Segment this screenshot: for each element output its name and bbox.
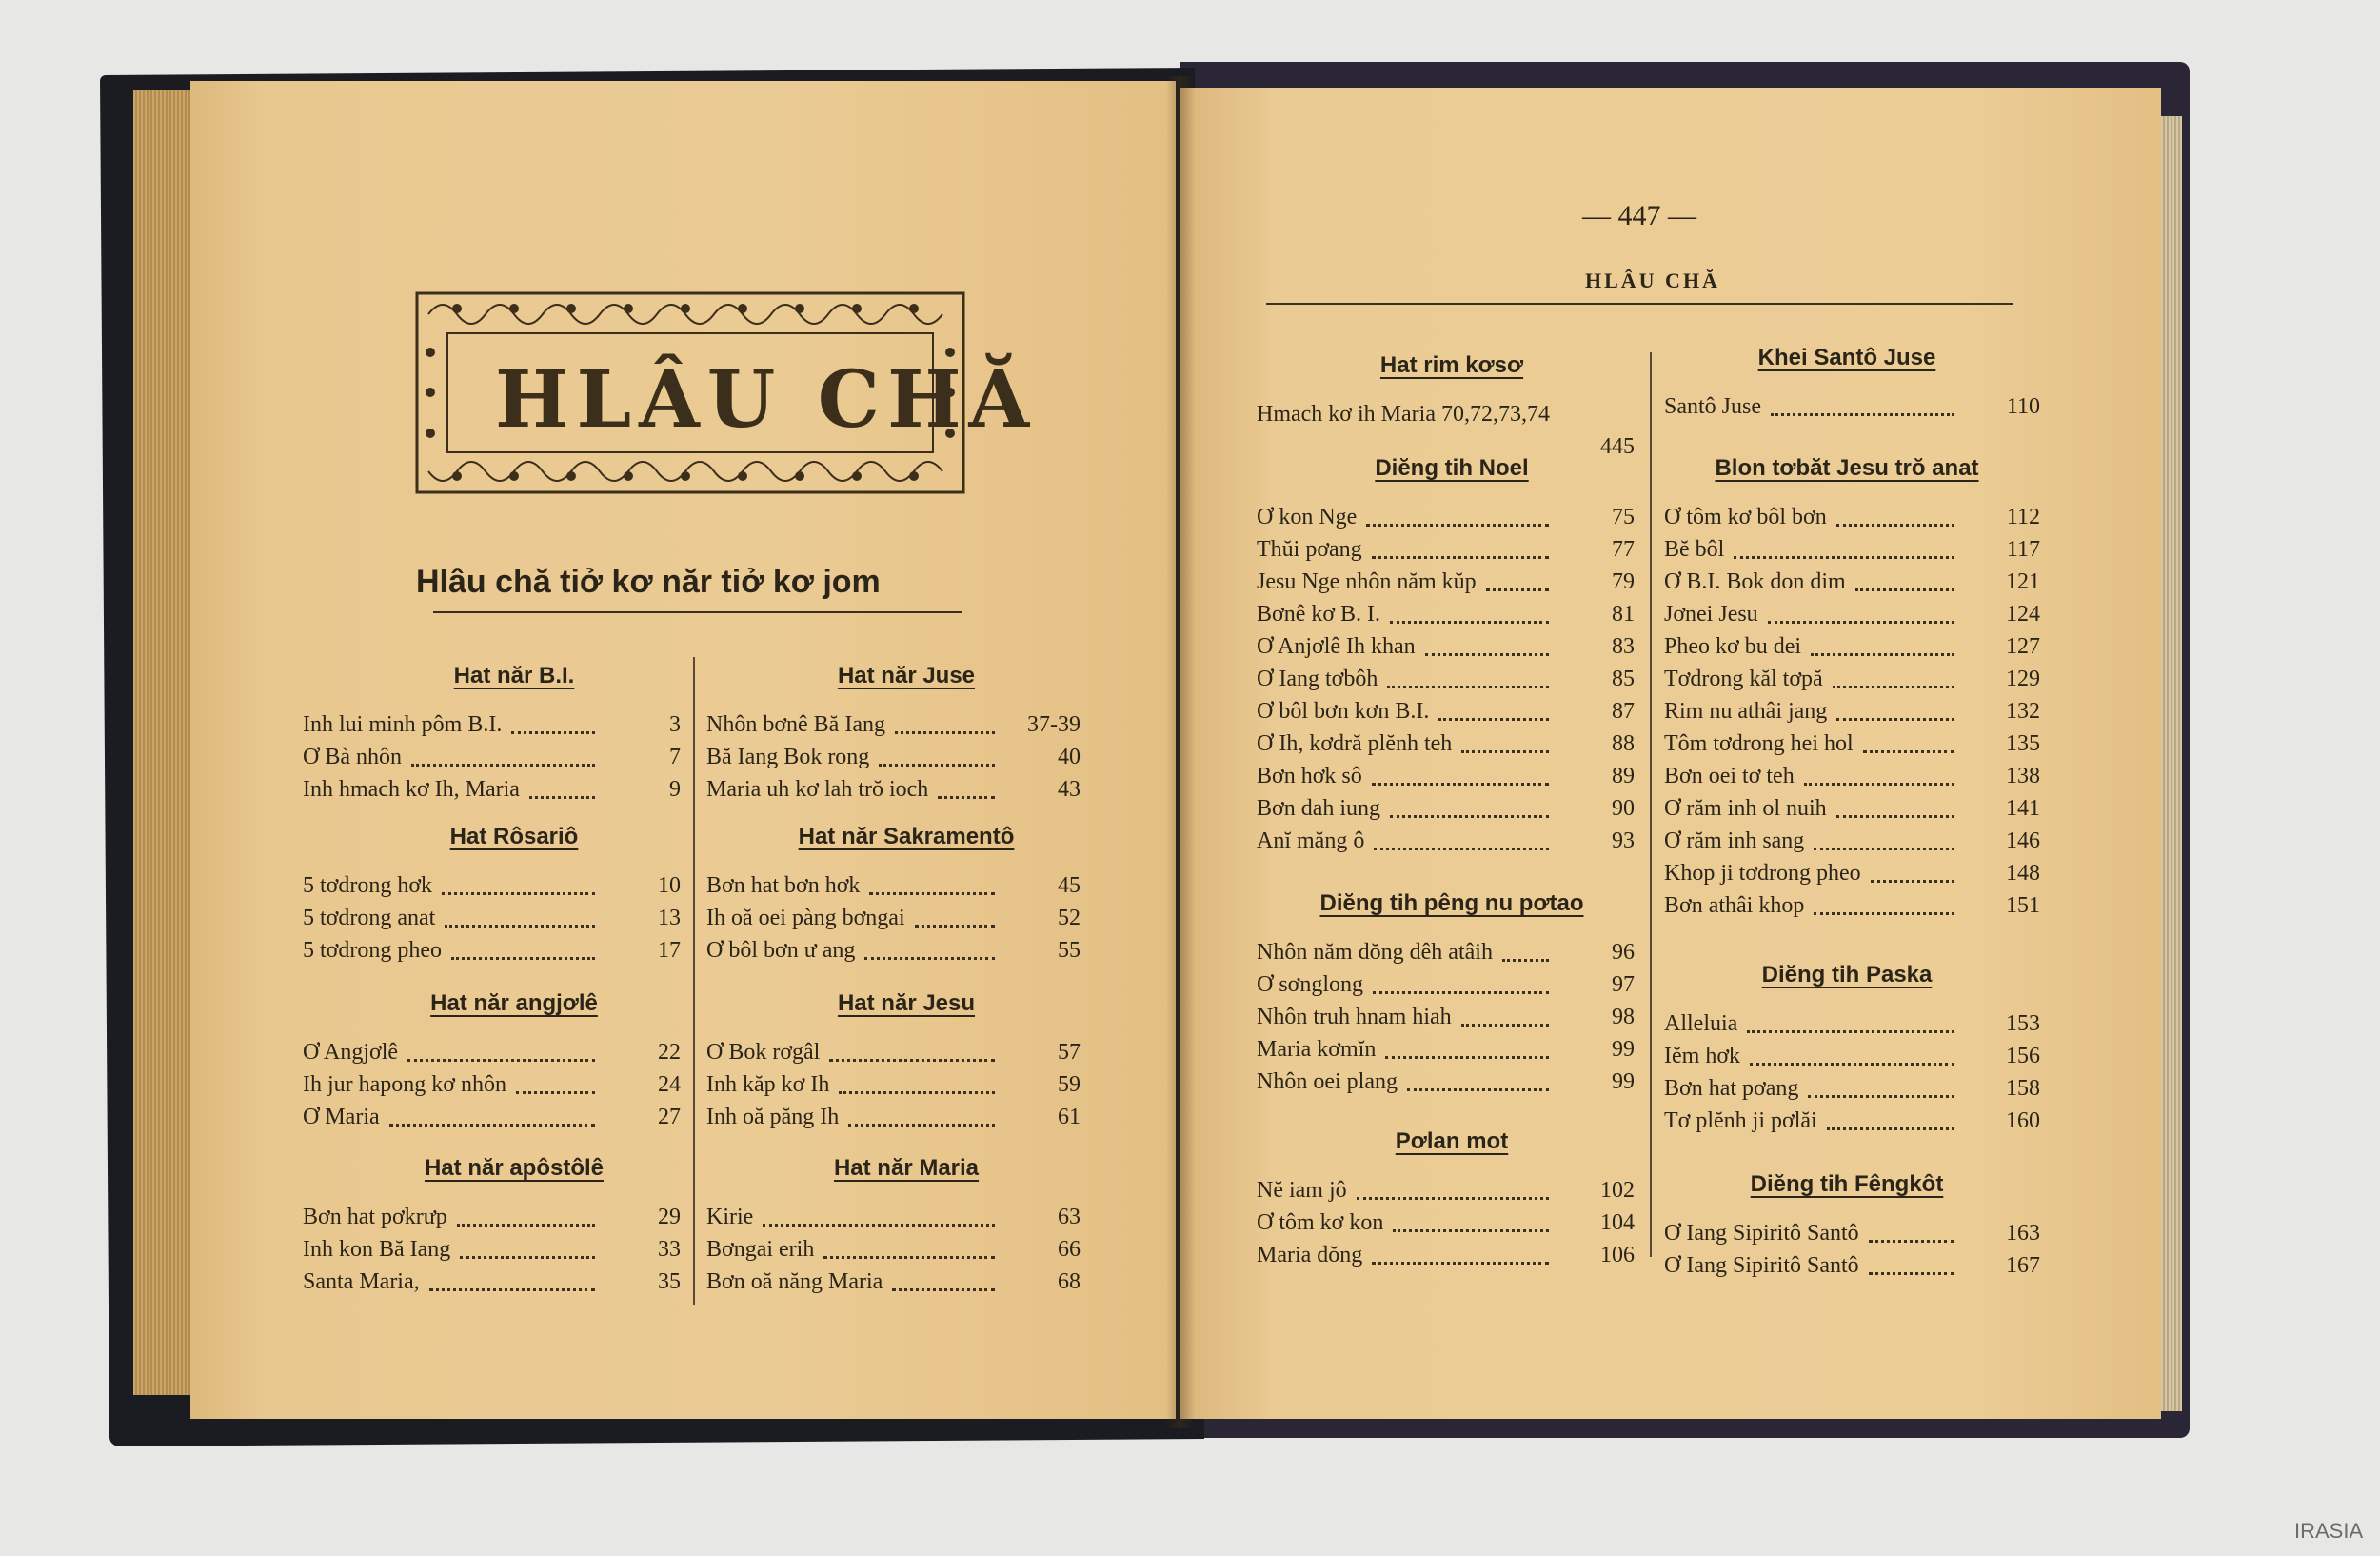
entry-title: Ơ Iang Sipiritô Santô bbox=[1664, 1253, 1859, 1278]
section-heading: Diĕng tih Noel bbox=[1375, 455, 1529, 481]
entry-page-number: 24 bbox=[658, 1072, 681, 1097]
entry-title: Inh kon Bă Iang bbox=[303, 1237, 451, 1262]
dot-leader bbox=[1438, 718, 1549, 721]
dot-leader bbox=[1814, 848, 1954, 850]
dot-leader bbox=[411, 764, 595, 767]
entry-title: Ơ tôm kơ kon bbox=[1257, 1210, 1384, 1235]
entry-title: Santa Maria, bbox=[303, 1269, 420, 1294]
dot-leader bbox=[829, 1059, 995, 1062]
dot-leader bbox=[1827, 1127, 1954, 1130]
dot-leader bbox=[1808, 1095, 1954, 1098]
entry-title: Hmach kơ ih Maria 70,72,73,74 bbox=[1257, 402, 1550, 427]
entry-title: Bơnê kơ B. I. bbox=[1257, 602, 1381, 627]
entry-title: Bơn hat bơn hơk bbox=[706, 873, 861, 898]
entry-page-number: 83 bbox=[1612, 634, 1635, 659]
entry-title: Santô Juse bbox=[1664, 394, 1761, 419]
dot-leader bbox=[1804, 783, 1954, 786]
dot-leader bbox=[864, 957, 995, 960]
entry-page-number: 148 bbox=[2006, 861, 2040, 886]
entry-title: Tôm tơdrong hei hol bbox=[1664, 731, 1854, 756]
entry-title: Ơ tôm kơ bôl bơn bbox=[1664, 505, 1827, 529]
section-heading: Blon tơbăt Jesu trŏ anat bbox=[1715, 455, 1979, 481]
entry-page-number: 117 bbox=[2006, 537, 2040, 562]
entry-title: Ih oă oei pàng bơngai bbox=[706, 906, 905, 930]
entry-page-number: 160 bbox=[2006, 1108, 2040, 1133]
dot-leader bbox=[1869, 1272, 1954, 1275]
entry-page-number: 87 bbox=[1612, 699, 1635, 724]
entry-title: Tơ plĕnh ji pơlăi bbox=[1664, 1108, 1817, 1133]
entry-title: Ơ Bà nhôn bbox=[303, 745, 402, 769]
entry-title: Bơn oă năng Maria bbox=[706, 1269, 883, 1294]
dot-leader bbox=[1811, 653, 1954, 656]
dot-leader bbox=[1771, 413, 1954, 416]
page-number: — 447 — bbox=[1582, 200, 1696, 231]
entry-title: Rim nu athâi jang bbox=[1664, 699, 1828, 724]
section-heading: Diĕng tih pêng nu pơtao bbox=[1319, 890, 1584, 916]
entry-title: Ơ sơnglong bbox=[1257, 972, 1364, 997]
entry-title: Maria uh kơ lah trŏ ioch bbox=[706, 777, 929, 802]
dot-leader bbox=[839, 1091, 995, 1094]
entry-page-number: 132 bbox=[2006, 699, 2040, 724]
entry-title: Ơ bôl bơn ư ang bbox=[706, 938, 856, 963]
section-heading: Hat năr apôstôlê bbox=[424, 1155, 605, 1181]
entry-title: Bơn hơk sô bbox=[1257, 764, 1362, 788]
entry-title: Ơ B.I. Bok don dim bbox=[1664, 569, 1846, 594]
entry-page-number: 77 bbox=[1612, 537, 1635, 562]
entry-page-number: 98 bbox=[1612, 1005, 1635, 1029]
entry-title: Tơdrong kăl tơpă bbox=[1664, 667, 1823, 691]
section-heading: Pơlan mot bbox=[1395, 1128, 1509, 1154]
section-heading: Hat năr Jesu bbox=[837, 990, 976, 1016]
entry-page-number: 93 bbox=[1612, 828, 1635, 853]
entry-page-number: 146 bbox=[2006, 828, 2040, 853]
dot-leader bbox=[869, 892, 995, 895]
entry-page-number: 106 bbox=[1600, 1243, 1635, 1267]
entry-page-number: 127 bbox=[2006, 634, 2040, 659]
entry-title: Ơ răm inh ol nuih bbox=[1664, 796, 1827, 821]
section-heading: Hat rim kơsơ bbox=[1379, 352, 1524, 378]
entry-title: Ơ Bok rơgâl bbox=[706, 1040, 821, 1065]
entry-title: Ơ Anjơlê Ih khan bbox=[1257, 634, 1416, 659]
entry-title: Bơn oei tơ teh bbox=[1664, 764, 1795, 788]
entry-title: Ơ răm inh sang bbox=[1664, 828, 1805, 853]
entry-page-number: 35 bbox=[658, 1269, 681, 1294]
dot-leader bbox=[529, 796, 595, 799]
section-heading: Hat năr Juse bbox=[837, 663, 976, 688]
section-heading: Hat Rôsariô bbox=[449, 824, 579, 849]
entry-title: Alleluia bbox=[1664, 1011, 1738, 1036]
entry-title: Nhôn bơnê Bă Iang bbox=[706, 712, 885, 737]
entry-title: Thŭi pơang bbox=[1257, 537, 1362, 562]
dot-leader bbox=[1836, 815, 1954, 818]
dot-leader bbox=[460, 1256, 595, 1259]
entry-page-number: 29 bbox=[658, 1205, 681, 1229]
entry-title: Bĕ bôl bbox=[1664, 537, 1725, 562]
book-gutter bbox=[1166, 76, 1195, 1428]
dot-leader bbox=[1734, 556, 1954, 559]
entry-page-number: 112 bbox=[2006, 505, 2040, 529]
running-head: HLÂU CHĂ bbox=[1585, 269, 1720, 292]
entry-title: Bơn hat pơang bbox=[1664, 1076, 1799, 1101]
entry-page-number: 57 bbox=[1058, 1040, 1081, 1065]
entry-title: Ơ kon Nge bbox=[1257, 505, 1358, 529]
dot-leader bbox=[445, 925, 595, 928]
entry-page-number: 129 bbox=[2006, 667, 2040, 691]
dot-leader bbox=[763, 1224, 995, 1227]
entry-title: Inh hmach kơ Ih, Maria bbox=[303, 777, 520, 802]
dot-leader bbox=[1372, 556, 1549, 559]
entry-page-number: 40 bbox=[1058, 745, 1081, 769]
section-heading: Diĕng tih Fêngkôt bbox=[1750, 1171, 1944, 1197]
page-subtitle: Hlâu chă tiở kơ năr tiở kơ jom bbox=[416, 564, 881, 600]
entry-title: Nĕ iam jô bbox=[1257, 1178, 1347, 1203]
entry-title: Jơnei Jesu bbox=[1664, 602, 1758, 627]
entry-page-number: 96 bbox=[1612, 940, 1635, 965]
entry-title: Inh kăp kơ Ih bbox=[706, 1072, 830, 1097]
dot-leader bbox=[1366, 524, 1549, 527]
entry-title: Ơ Ih, kơdră plĕnh teh bbox=[1257, 731, 1453, 756]
entry-title: Bă Iang Bok rong bbox=[706, 745, 870, 769]
entry-page-number: 102 bbox=[1600, 1178, 1635, 1203]
dot-leader bbox=[1390, 815, 1549, 818]
dot-leader bbox=[1869, 1240, 1954, 1243]
dot-leader bbox=[1833, 686, 1954, 688]
entry-title: Bơngai erih bbox=[706, 1237, 815, 1262]
entry-page-number: 138 bbox=[2006, 764, 2040, 788]
dot-leader bbox=[1390, 621, 1549, 624]
entry-page-number: 121 bbox=[2006, 569, 2040, 594]
dot-leader bbox=[848, 1124, 995, 1127]
entry-page-number: 27 bbox=[658, 1105, 681, 1129]
dot-leader bbox=[1373, 991, 1549, 994]
dot-leader bbox=[1393, 1229, 1549, 1232]
entry-page-number: 55 bbox=[1058, 938, 1081, 963]
section-heading: Diĕng tih Paska bbox=[1761, 962, 1933, 987]
dot-leader bbox=[457, 1224, 595, 1227]
dot-leader bbox=[516, 1091, 595, 1094]
entry-page-number: 445 bbox=[1600, 434, 1635, 459]
section-heading: Hat năr angjơlê bbox=[430, 990, 598, 1016]
dot-leader bbox=[1836, 718, 1954, 721]
entry-page-number: 167 bbox=[2006, 1253, 2040, 1278]
entry-title: Ơ Angjơlê bbox=[303, 1040, 399, 1065]
section-heading: Hat năr Maria bbox=[833, 1155, 980, 1181]
dot-leader bbox=[451, 957, 595, 960]
dot-leader bbox=[879, 764, 995, 767]
entry-title: Pheo kơ bu dei bbox=[1664, 634, 1802, 659]
entry-page-number: 9 bbox=[669, 777, 681, 802]
dot-leader bbox=[1372, 1262, 1549, 1265]
dot-leader bbox=[1855, 588, 1954, 591]
entry-page-number: 163 bbox=[2006, 1221, 2040, 1246]
dot-leader bbox=[1836, 524, 1954, 527]
entry-page-number: 135 bbox=[2006, 731, 2040, 756]
dot-leader bbox=[1814, 912, 1954, 915]
right-column-divider bbox=[1650, 352, 1652, 1257]
dot-leader bbox=[1425, 653, 1549, 656]
entry-title: Khop ji tơdrong pheo bbox=[1664, 861, 1861, 886]
entry-page-number: 99 bbox=[1612, 1037, 1635, 1062]
entry-title: 5 tơdrong hơk bbox=[303, 873, 433, 898]
section-heading: Khei Santô Juse bbox=[1757, 345, 1936, 370]
entry-title: 5 tơdrong anat bbox=[303, 906, 436, 930]
dot-leader bbox=[1502, 959, 1549, 962]
dot-leader bbox=[915, 925, 995, 928]
dot-leader bbox=[1407, 1088, 1549, 1091]
dot-leader bbox=[429, 1288, 595, 1291]
entry-page-number: 3 bbox=[669, 712, 681, 737]
entry-title: 5 tơdrong pheo bbox=[303, 938, 443, 963]
dot-leader bbox=[389, 1124, 595, 1127]
subtitle-rule bbox=[433, 611, 962, 613]
entry-title: Nhôn năm dŏng dêh atâih bbox=[1257, 940, 1493, 965]
entry-page-number: 85 bbox=[1612, 667, 1635, 691]
entry-page-number: 153 bbox=[2006, 1011, 2040, 1036]
entry-page-number: 158 bbox=[2006, 1076, 2040, 1101]
entry-page-number: 33 bbox=[658, 1237, 681, 1262]
entry-title: Jesu Nge nhôn năm kŭp bbox=[1257, 569, 1477, 594]
entry-page-number: 43 bbox=[1058, 777, 1081, 802]
entry-title: Anĭ măng ô bbox=[1257, 828, 1365, 853]
page-title: HLÂU CHĂ bbox=[495, 354, 1038, 446]
entry-page-number: 88 bbox=[1612, 731, 1635, 756]
entry-page-number: 156 bbox=[2006, 1044, 2040, 1068]
entry-page-number: 17 bbox=[658, 938, 681, 963]
dot-leader bbox=[511, 731, 595, 734]
entry-page-number: 61 bbox=[1058, 1105, 1081, 1129]
entry-title: Iĕm hơk bbox=[1664, 1044, 1741, 1068]
entry-page-number: 59 bbox=[1058, 1072, 1081, 1097]
entry-title: Ih jur hapong kơ nhôn bbox=[303, 1072, 506, 1097]
dot-leader bbox=[1486, 588, 1549, 591]
dot-leader bbox=[1387, 686, 1549, 688]
left-column-divider bbox=[693, 657, 695, 1305]
entry-title: Nhôn truh hnam hiah bbox=[1257, 1005, 1452, 1029]
section-heading: Hat năr Sakramentô bbox=[798, 824, 1015, 849]
entry-page-number: 66 bbox=[1058, 1237, 1081, 1262]
dot-leader bbox=[1863, 750, 1954, 753]
entry-title: Kirie bbox=[706, 1205, 754, 1229]
dot-leader bbox=[938, 796, 995, 799]
entry-title: Inh oă păng Ih bbox=[706, 1105, 840, 1129]
entry-title: Ơ bôl bơn kơn B.I. bbox=[1257, 699, 1430, 724]
entry-title: Maria kơmĭn bbox=[1257, 1037, 1377, 1062]
dot-leader bbox=[1385, 1056, 1549, 1059]
dot-leader bbox=[895, 731, 995, 734]
entry-page-number: 45 bbox=[1058, 873, 1081, 898]
entry-title: Ơ Iang Sipiritô Santô bbox=[1664, 1221, 1859, 1246]
entry-page-number: 79 bbox=[1612, 569, 1635, 594]
entry-page-number: 124 bbox=[2006, 602, 2040, 627]
dot-leader bbox=[1461, 1024, 1549, 1027]
watermark: IRASIA bbox=[2294, 1519, 2364, 1543]
dot-leader bbox=[1747, 1030, 1954, 1033]
dot-leader bbox=[892, 1288, 995, 1291]
dot-leader bbox=[442, 892, 595, 895]
entry-page-number: 63 bbox=[1058, 1205, 1081, 1229]
entry-page-number: 97 bbox=[1612, 972, 1635, 997]
dot-leader bbox=[1768, 621, 1954, 624]
entry-page-number: 7 bbox=[669, 745, 681, 769]
dot-leader bbox=[1871, 880, 1954, 883]
entry-page-number: 52 bbox=[1058, 906, 1081, 930]
dot-leader bbox=[1372, 783, 1549, 786]
section-heading: Hat năr B.I. bbox=[453, 663, 575, 688]
entry-page-number: 10 bbox=[658, 873, 681, 898]
entry-page-number: 81 bbox=[1612, 602, 1635, 627]
entry-page-number: 99 bbox=[1612, 1069, 1635, 1094]
entry-page-number: 141 bbox=[2006, 796, 2040, 821]
entry-page-number: 104 bbox=[1600, 1210, 1635, 1235]
entry-title: Nhôn oei plang bbox=[1257, 1069, 1398, 1094]
dot-leader bbox=[1357, 1197, 1549, 1200]
dot-leader bbox=[1374, 848, 1549, 850]
entry-title: Bơn dah iung bbox=[1257, 796, 1381, 821]
entry-page-number: 68 bbox=[1058, 1269, 1081, 1294]
entry-title: Inh lui minh pôm B.I. bbox=[303, 712, 503, 737]
entry-title: Maria dŏng bbox=[1257, 1243, 1363, 1267]
entry-page-number: 89 bbox=[1612, 764, 1635, 788]
dot-leader bbox=[407, 1059, 595, 1062]
entry-title: Ơ Maria bbox=[303, 1105, 380, 1129]
dot-leader bbox=[1461, 750, 1549, 753]
entry-page-number: 90 bbox=[1612, 796, 1635, 821]
header-rule bbox=[1266, 303, 2013, 305]
entry-page-number: 110 bbox=[2006, 394, 2040, 419]
dot-leader bbox=[1750, 1063, 1954, 1066]
dot-leader bbox=[823, 1256, 995, 1259]
entry-page-number: 75 bbox=[1612, 505, 1635, 529]
entry-page-number: 22 bbox=[658, 1040, 681, 1065]
entry-page-number: 37-39 bbox=[1027, 712, 1081, 737]
entry-title: Bơn hat pơkrưp bbox=[303, 1205, 447, 1229]
entry-page-number: 13 bbox=[658, 906, 681, 930]
entry-title: Bơn athâi khop bbox=[1664, 893, 1805, 918]
entry-page-number: 151 bbox=[2006, 893, 2040, 918]
entry-title: Ơ Iang tơbôh bbox=[1257, 667, 1378, 691]
